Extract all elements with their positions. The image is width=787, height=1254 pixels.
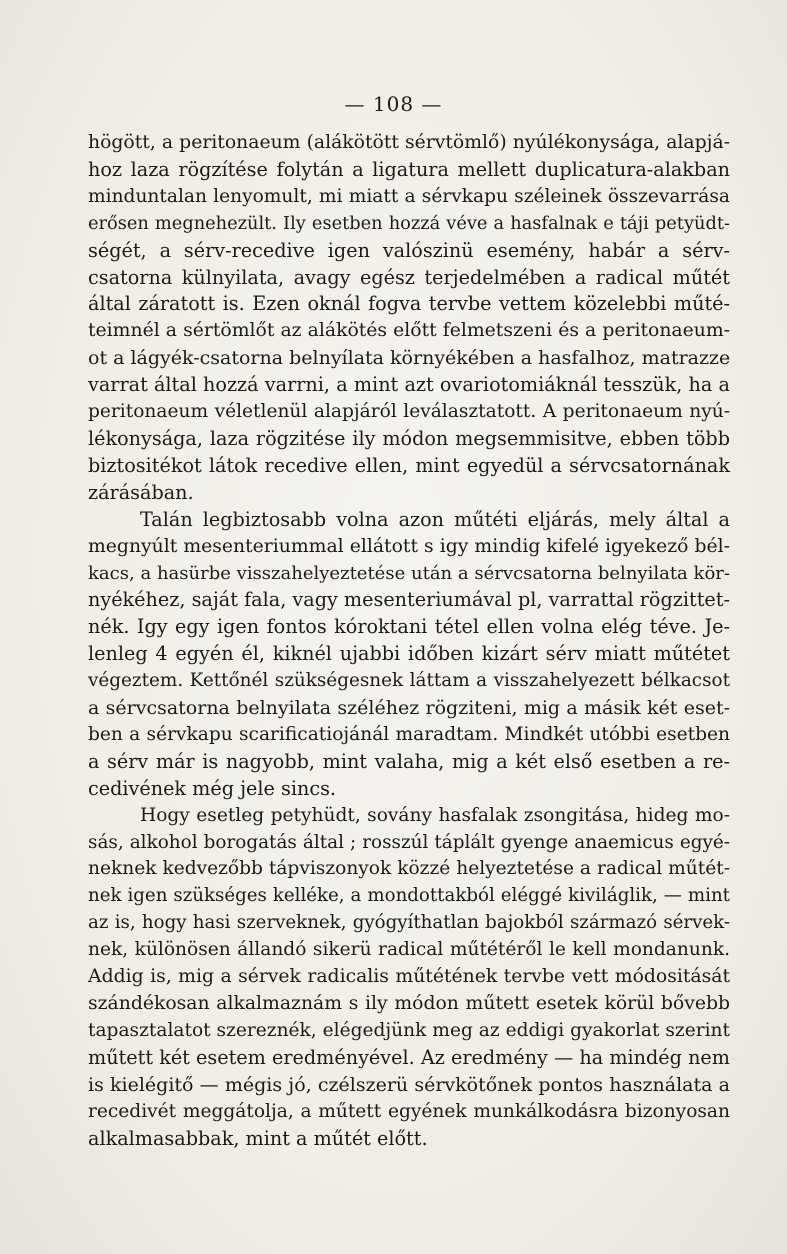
text-line: az is, hogy hasi szerveknek, gyógyíthatlan bajokból származó sérvek- [88, 912, 730, 934]
text-line: nyékéhez, saját fala, vagy mesenteriumával pl, varrattal rögzittet- [88, 588, 730, 612]
text-line: lenleg 4 egyén él, kiknél ujabbi időben kizárt sérv miatt műtétet [88, 642, 730, 666]
text-line: teimnél a sértömlőt az alákötés előtt felmetszeni és a peritonaeum- [88, 320, 730, 342]
text-line: zárásában. [88, 480, 194, 504]
text-line: minduntalan lenyomult, mi miatt a sérvkapu széleinek összevarrása [88, 185, 730, 207]
text-line: ot a lágyék-csatorna belnyílata környékében a hasfalhoz, matrazze [88, 347, 731, 370]
text-line: nék. Igy egy igen fontos kóroktani tétel ellen volna elég téve. Je- [88, 615, 730, 639]
text-line: nek igen szükséges kelléke, a mondottakból eléggé kiviláglik, — mint [88, 885, 730, 907]
text-line: neknek kedvezőbb tápviszonyok közzé helyeztetése a radical műtét- [88, 858, 730, 880]
text-line: műtett két esetem eredményével. Az eredmény — ha mindég nem [88, 1045, 730, 1069]
text-line: a sérvcsatorna belnyilata széléhez rögziteni, mig a másik két eset- [88, 697, 730, 720]
paragraph-3 [88, 803, 730, 1153]
text-line: lékonysága, laza rögzitése ily módon megsemmisitve, ebben több [88, 426, 730, 450]
paragraph-2 [88, 507, 730, 803]
text-line: megnyúlt mesenteriummal ellátott s igy mindig kifelé igyekező bél- [88, 535, 730, 557]
text-line: varrat által hozzá varrni, a mint azt ovariotomiáknál tesszük, ha a [88, 373, 730, 397]
text-line: is kielégitő — mégis jó, czélszerü sérvkötőnek pontos használata a [88, 1073, 730, 1096]
text-line: nek, különösen állandó sikerü radical műtétéről le kell mondanunk. [88, 939, 730, 961]
text-line: ségét, a sérv-recedive igen valószinü esemény, habár a sérv- [88, 238, 730, 262]
text-line: cedivének még jele sincs. [88, 776, 337, 800]
text-line: Talán legbiztosabb volna azon műtéti eljárás, mely által a [140, 507, 730, 531]
text-line: peritonaeum véletlenül alapjáról leválasztatott. A peritonaeum nyú- [88, 401, 730, 423]
text-line: csatorna külnyilata, avagy egész terjedelmében a radical műtét [88, 265, 730, 289]
text-line: hoz laza rögzítése folytán a ligatura mellett duplicatura-alakban [88, 157, 730, 181]
text-line: högött, a peritonaeum (alákötött sérvtömlő) nyúlékonysága, alapjá- [88, 132, 730, 153]
body-text [88, 130, 730, 1152]
text-line: sás, alkohol borogatás által ; rosszúl táplált gyenge anaemicus egyé- [88, 831, 730, 853]
text-line: ben a sérvkapu scarificatiojánál maradtam. Mindkét utóbbi esetben [88, 723, 730, 745]
text-line: kacs, a hasürbe visszahelyeztetése után a sérvcsatorna belnyilata kör- [88, 562, 730, 584]
text-line: Hogy esetleg petyhüdt, sovány hasfalak zsongitása, hideg mo- [140, 804, 730, 826]
text-line: tapasztalatot szereznék, elégedjünk meg az eddigi gyakorlat szerint [88, 1019, 730, 1041]
text-line: erősen megnehezült. Ily esetben hozzá véve a hasfalnak e táji petyüdt- [88, 212, 730, 234]
text-line: alkalmasabbak, mint a műtét előtt. [88, 1126, 428, 1150]
page-number: — 108 — [344, 92, 443, 116]
text-line: biztositékot látok recedive ellen, mint egyedül a sérvcsatornának [88, 453, 730, 477]
text-line: a sérv már is nagyobb, mint valaha, mig a két első esetben a re- [88, 749, 730, 773]
text-line: szándékosan alkalmaznám s ily módon műtett esetek körül bővebb [88, 993, 730, 1014]
text-line: által záratott is. Ezen oknál fogva tervbe vettem közelebbi műté- [88, 292, 730, 316]
paragraph-1 [88, 130, 730, 507]
text-line: végeztem. Kettőnél szükségesnek láttam a visszahelyezett bélkacsot [88, 670, 730, 692]
text-line: recedivét meggátolja, a műtett egyének munkálkodásra bizonyosan [88, 1100, 730, 1122]
text-line: Addig is, mig a sérvek radicalis műtétének tervbe vett módositását [88, 966, 730, 988]
